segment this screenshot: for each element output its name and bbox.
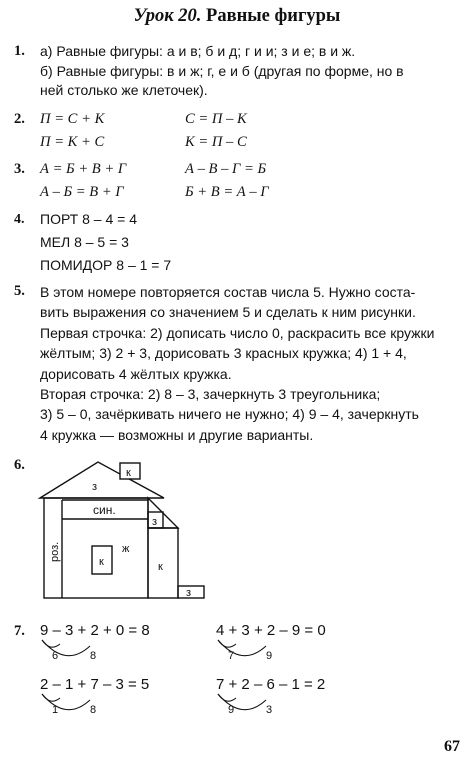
partial-sum: 6	[52, 650, 59, 662]
partial-sum: 9	[228, 704, 235, 716]
equation: С = П – К	[185, 111, 247, 127]
task-5-line: Вторая строчка: 2) 8 – 3, зачеркнуть 3 треугольника;	[40, 386, 381, 403]
partial-sum: 9	[266, 650, 273, 662]
partial-sum: 3	[266, 704, 273, 716]
task-5-line: Первая строчка: 2) дописать число 0, раскрасить все кружки	[40, 324, 435, 341]
word-equation: ПОМИДОР 8 – 1 = 7	[40, 257, 172, 273]
task-1-part-a: а) Равные фигуры: а и в; б и д; г и и; з и е; в и ж.	[40, 43, 356, 59]
task-number: 1.	[14, 43, 25, 59]
arc	[218, 694, 266, 710]
expression-1: 9 – 3 + 2 + 0 = 8	[40, 622, 150, 639]
task-number: 3.	[14, 161, 25, 177]
page-number: 67	[444, 738, 460, 755]
task-5-line: дорисовать 4 жёлтых кружка.	[40, 365, 232, 382]
expression-3: 2 – 1 + 7 – 3 = 5	[40, 676, 150, 693]
task-5-line: В этом номере повторяется состав числа 5. Нужно соста-	[40, 284, 416, 300]
equation: Б + В = А – Г	[185, 184, 269, 200]
expression-4: 7 + 2 – 6 – 1 = 2	[216, 676, 326, 693]
task-number: 7.	[14, 623, 25, 639]
equation: П = К + С	[40, 134, 105, 150]
arc	[218, 640, 266, 656]
partial-sum: 1	[52, 704, 59, 716]
arc	[42, 694, 90, 710]
equation: А = Б + В + Г	[40, 161, 127, 177]
equation: К = П – С	[185, 134, 247, 150]
lesson-number: Урок 20.	[133, 6, 202, 26]
task-number: 2.	[14, 111, 25, 127]
label-pillar: роз.	[49, 541, 61, 562]
equation: А – В – Г = Б	[185, 161, 267, 177]
task-number: 5.	[14, 283, 25, 299]
label-side: к	[158, 561, 163, 573]
partial-sum: 8	[90, 650, 97, 662]
task-number: 6.	[14, 457, 25, 473]
label-chimney: к	[126, 467, 131, 479]
task-number: 4.	[14, 212, 25, 227]
label-step: з	[186, 587, 192, 599]
partial-sum: 8	[90, 704, 97, 716]
equation: П = С + К	[40, 111, 105, 127]
task-5-line: 3) 5 – 0, зачёркивать ничего не нужно; 4) 9 – 4, зачеркнуть	[40, 406, 419, 423]
label-window: к	[99, 556, 104, 568]
task-1-part-b-line1: б) Равные фигуры: в и ж; г, е и б (другая по форме, но в	[40, 62, 404, 79]
label-small-top: з	[152, 516, 158, 528]
label-wall: ж	[122, 543, 130, 555]
label-band: син.	[93, 503, 116, 517]
arc	[42, 640, 90, 656]
word-equation: ПОРТ 8 – 4 = 4	[40, 211, 137, 227]
expression-2: 4 + 3 + 2 – 9 = 0	[216, 622, 326, 639]
task-5-line: 4 кружка — возможны и другие варианты.	[40, 426, 314, 443]
word-equation: МЕЛ 8 – 5 = 3	[40, 234, 129, 250]
lesson-topic: Равные фигуры	[206, 6, 341, 26]
task-1-part-b-line2: ней столько же клеточек).	[40, 82, 208, 98]
equation: А – Б = В + Г	[40, 184, 124, 200]
task-5-line: жёлтым; 3) 2 + 3, дорисовать 3 красных кружка; 4) 1 + 4,	[40, 345, 407, 362]
label-roof: з	[92, 481, 98, 493]
task-5-line: вить выражения со значением 5 и сделать к ним рисунки.	[40, 304, 416, 321]
partial-sum: 7	[228, 650, 235, 662]
